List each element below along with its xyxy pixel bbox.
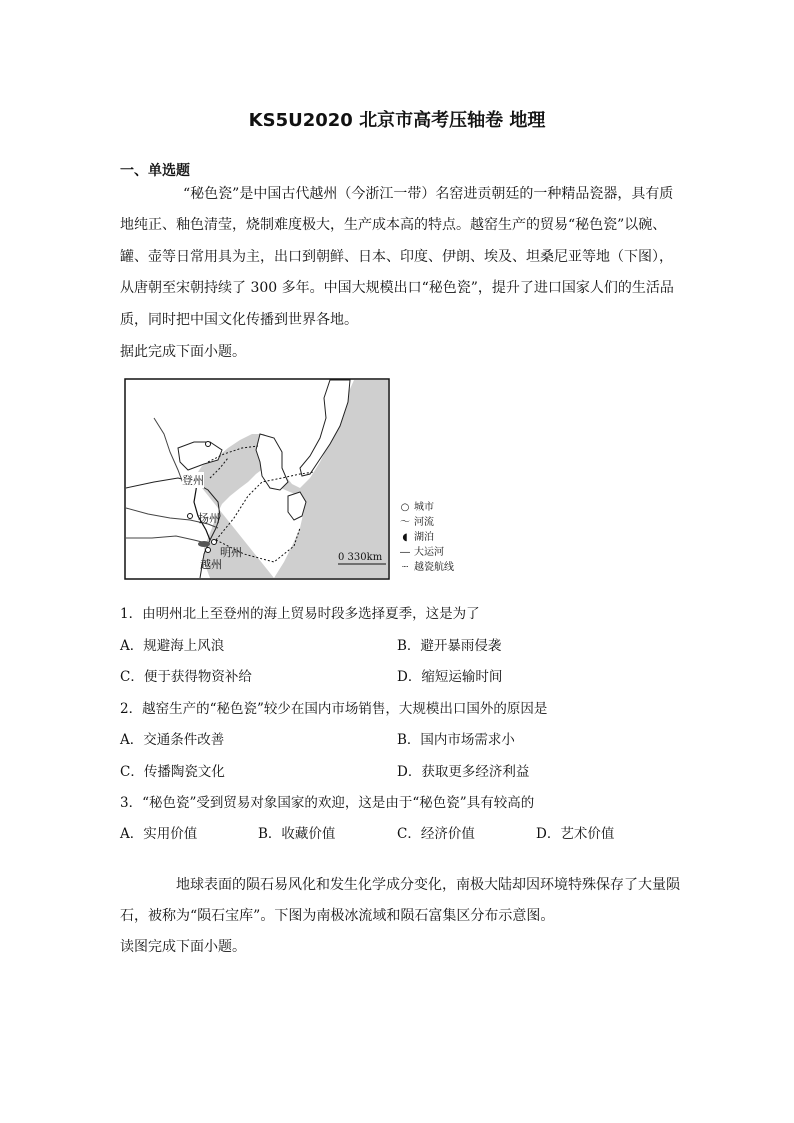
answer-option[interactable]: D．获取更多经济利益 [397,764,530,780]
legend-label: 大运河 [414,547,444,558]
passage-line: 石，被称为“陨石宝库”。下图为南极冰流域和陨石富集区分布示意图。 [120,908,555,924]
answer-option[interactable]: B．国内市场需求小 [397,732,515,748]
answer-option[interactable]: C．传播陶瓷文化 [120,764,225,780]
instruction-text: 读图完成下面小题。 [120,939,246,955]
passage-line: “秘色瓷”是中国古代越州（今浙江一带）名窑进贡朝廷的一种精品瓷器，具有质 [183,186,674,202]
trade-route-map [124,378,390,580]
lake-icon: ◖ [402,532,408,543]
legend-label: 越瓷航线 [414,562,454,573]
instruction-text: 据此完成下面小题。 [120,344,246,360]
city-label: 扬州 [198,512,220,525]
section-heading: 一、单选题 [120,163,190,179]
answer-option[interactable]: A．交通条件改善 [120,732,225,748]
map-legend [396,500,454,575]
passage-line: 地纯正、釉色清莹，烧制难度极大，生产成本高的特点。越窑生产的贸易“秘色瓷”以碗、 [120,217,667,233]
legend-item [396,545,454,560]
answer-option[interactable]: B．避开暴雨侵袭 [397,638,502,654]
city-label: 明州 [220,546,242,559]
city-icon: ○ [400,502,410,513]
question-stem: 1．由明州北上至登州的海上贸易时段多选择夏季，这是为了 [120,606,480,622]
answer-option[interactable]: D．缩短运输时间 [397,669,503,685]
page-title: KS5U2020 北京市高考压轴卷 地理 [248,110,546,131]
answer-option[interactable]: B．收藏价值 [258,826,336,842]
question-stem: 2．越窑生产的“秘色瓷”较少在国内市场销售，大规模出口国外的原因是 [120,701,548,717]
passage-line: 地球表面的陨石易风化和发生化学成分变化，南极大陆却因环境特殊保存了大量陨 [176,877,680,893]
legend-item [396,530,454,545]
legend-label: 城市 [414,502,434,513]
passage-line: 从唐朝至宋朝持续了 300 多年。中国大规模出口“秘色瓷”，提升了进口国家人们的生活品 [120,280,674,296]
legend-label: 湖泊 [414,532,434,543]
city-label: 登州 [182,474,204,487]
canal-icon: ― [400,547,410,558]
passage-line: 罐、壶等日常用具为主，出口到朝鲜、日本、印度、伊朗、埃及、坦桑尼亚等地（下图）， [120,249,673,265]
legend-item [396,560,454,575]
legend-item [396,500,454,515]
route-icon: ┈ [401,562,409,573]
legend-item [396,515,454,530]
answer-option[interactable]: A．规避海上风浪 [120,638,225,654]
city-label: 越州 [200,558,222,571]
question-stem: 3．“秘色瓷”受到贸易对象国家的欢迎，这是由于“秘色瓷”具有较高的 [120,795,535,811]
scale-label: 0 330km [338,552,383,563]
river-icon: 〜 [400,517,410,528]
legend-label: 河流 [414,517,434,528]
answer-option[interactable]: A．实用价值 [120,826,198,842]
answer-option[interactable]: C．便于获得物资补给 [120,669,252,685]
answer-option[interactable]: C．经济价值 [397,826,475,842]
answer-option[interactable]: D．艺术价值 [536,826,615,842]
passage-line: 质，同时把中国文化传播到世界各地。 [120,312,358,328]
